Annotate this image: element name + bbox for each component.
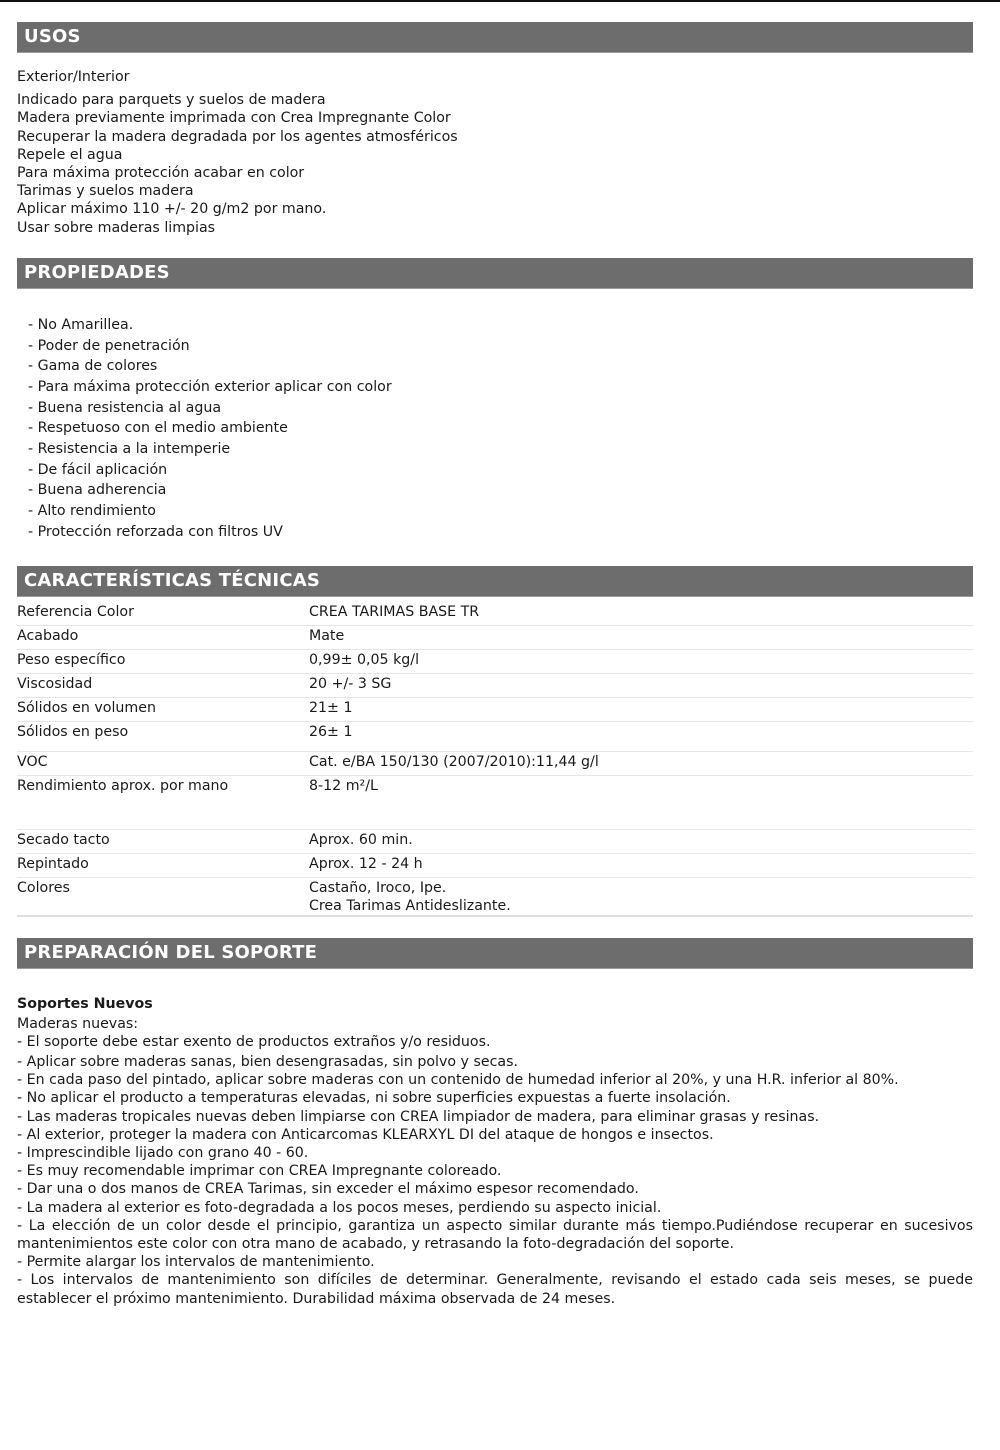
table-row <box>17 649 973 673</box>
preparacion-item: - La madera al exterior es foto-degradada a los pocos meses, perdiendo su aspecto inicial. <box>17 1199 662 1216</box>
usos-item: Para máxima protección acabar en color <box>17 165 305 182</box>
usos-item: Madera previamente imprimada con Crea Impregnante Color <box>17 110 451 127</box>
preparacion-body <box>17 1015 973 1308</box>
preparacion-item: - En cada paso del pintado, aplicar sobre maderas con un contenido de humedad inferior al 20%, y una H.R. inferior al 80%. <box>17 1072 899 1089</box>
spec-key: Peso específico <box>17 649 309 673</box>
table-row <box>17 602 973 626</box>
propiedad-item: - Alto rendimiento <box>28 503 156 520</box>
preparacion-item: - No aplicar el producto a temperaturas elevadas, ni sobre superficies expuestas a fuerte insolación. <box>17 1090 731 1107</box>
spec-value-line: Crea Tarimas Antideslizante. <box>309 897 511 914</box>
table-row <box>17 697 973 721</box>
table-row <box>17 673 973 697</box>
spec-key: Rendimiento aprox. por mano <box>17 775 309 829</box>
spec-value: 20 +/- 3 SG <box>309 673 973 697</box>
spec-key: Secado tacto <box>17 829 309 853</box>
table-row <box>17 625 973 649</box>
spec-key: Viscosidad <box>17 673 309 697</box>
propiedad-item: - Respetuoso con el medio ambiente <box>28 420 288 437</box>
table-row <box>17 721 973 751</box>
usos-item: Usar sobre maderas limpias <box>17 219 216 236</box>
spec-value: CREA TARIMAS BASE TR <box>309 602 973 626</box>
table-row <box>17 853 973 877</box>
usos-item: Indicado para parquets y suelos de madera <box>17 92 326 109</box>
preparacion-item: - Las maderas tropicales nuevas deben limpiarse con CREA limpiador de madera, para eliminar grasas y resinas. <box>17 1108 820 1125</box>
propiedad-item: - Protección reforzada con filtros UV <box>28 523 283 540</box>
spec-value: Mate <box>309 625 973 649</box>
subsection-title: Soportes Nuevos <box>17 995 153 1012</box>
propiedad-item: - Resistencia a la intemperie <box>28 441 231 458</box>
section-header-preparacion: PREPARACIÓN DEL SOPORTE <box>17 938 973 968</box>
usos-intro: Exterior/Interior <box>17 69 130 85</box>
usos-list <box>17 91 973 237</box>
preparacion-paragraph: - La elección de un color desde el principio, garantiza un aspecto similar durante más tiempo.Pudiéndose recuperar en sucesivos mantenimientos este color con otra mano de acabado, y retrasando la foto-degradación del soporte. <box>17 1217 973 1252</box>
propiedad-item: - Poder de penetración <box>28 337 190 354</box>
spec-key: Sólidos en volumen <box>17 697 309 721</box>
spec-value: 8-12 m²/L <box>309 775 973 829</box>
preparacion-item: - Permite alargar los intervalos de mantenimiento. <box>17 1254 375 1271</box>
preparacion-item: - El soporte debe estar exento de productos extraños y/o residuos. <box>17 1033 491 1050</box>
datasheet-content <box>17 0 973 1308</box>
technical-specs-table <box>17 602 973 917</box>
propiedad-item: - Gama de colores <box>28 358 158 375</box>
usos-item: Tarimas y suelos madera <box>17 183 194 200</box>
spec-value: 26± 1 <box>309 721 973 751</box>
usos-item: Repele el agua <box>17 146 123 163</box>
section-header-propiedades: PROPIEDADES <box>17 258 973 288</box>
spec-value: Aprox. 12 - 24 h <box>309 853 973 877</box>
propiedad-item: - Buena resistencia al agua <box>28 399 222 416</box>
table-row <box>17 775 973 829</box>
spec-value: 21± 1 <box>309 697 973 721</box>
preparacion-item: - Dar una o dos manos de CREA Tarimas, sin exceder el máximo espesor recomendado. <box>17 1181 639 1198</box>
section-header-caracteristicas: CARACTERÍSTICAS TÉCNICAS <box>17 566 973 596</box>
preparacion-item: - Imprescindible lijado con grano 40 - 60. <box>17 1144 309 1161</box>
spec-key: Colores <box>17 877 309 916</box>
propiedades-list <box>17 315 973 543</box>
usos-item: Aplicar máximo 110 +/- 20 g/m2 por mano. <box>17 201 327 218</box>
preparacion-item: - Al exterior, proteger la madera con Anticarcomas KLEARXYL DI del ataque de hongos e insectos. <box>17 1126 714 1143</box>
propiedad-item: - No Amarillea. <box>28 316 134 333</box>
table-row <box>17 829 973 853</box>
propiedad-item: - Buena adherencia <box>28 482 167 499</box>
table-row <box>17 751 973 775</box>
preparacion-intro: Maderas nuevas: <box>17 1015 139 1032</box>
table-row <box>17 877 973 916</box>
preparacion-item: - Aplicar sobre maderas sanas, bien desengrasadas, sin polvo y secas. <box>17 1053 518 1070</box>
spec-value-line: Castaño, Iroco, Ipe. <box>309 879 447 896</box>
section-header-usos: USOS <box>17 22 973 52</box>
spec-value <box>309 877 973 916</box>
propiedad-item: - Para máxima protección exterior aplicar con color <box>28 378 392 395</box>
spec-key: Repintado <box>17 853 309 877</box>
spec-value: 0,99± 0,05 kg/l <box>309 649 973 673</box>
spec-key: VOC <box>17 751 309 775</box>
preparacion-paragraph: - Los intervalos de mantenimiento son difíciles de determinar. Generalmente, revisando el estado cada seis meses, se puede establecer el próximo mantenimiento. Durabilidad máxima observada de 24 meses. <box>17 1272 973 1307</box>
spec-value: Aprox. 60 min. <box>309 829 973 853</box>
propiedad-item: - De fácil aplicación <box>28 461 168 478</box>
spec-key: Referencia Color <box>17 602 309 626</box>
usos-item: Recuperar la madera degradada por los agentes atmosféricos <box>17 128 458 145</box>
spec-key: Acabado <box>17 625 309 649</box>
spec-key: Sólidos en peso <box>17 721 309 751</box>
preparacion-item: - Es muy recomendable imprimar con CREA Impregnante coloreado. <box>17 1163 502 1180</box>
spec-value: Cat. e/BA 150/130 (2007/2010):11,44 g/l <box>309 751 973 775</box>
